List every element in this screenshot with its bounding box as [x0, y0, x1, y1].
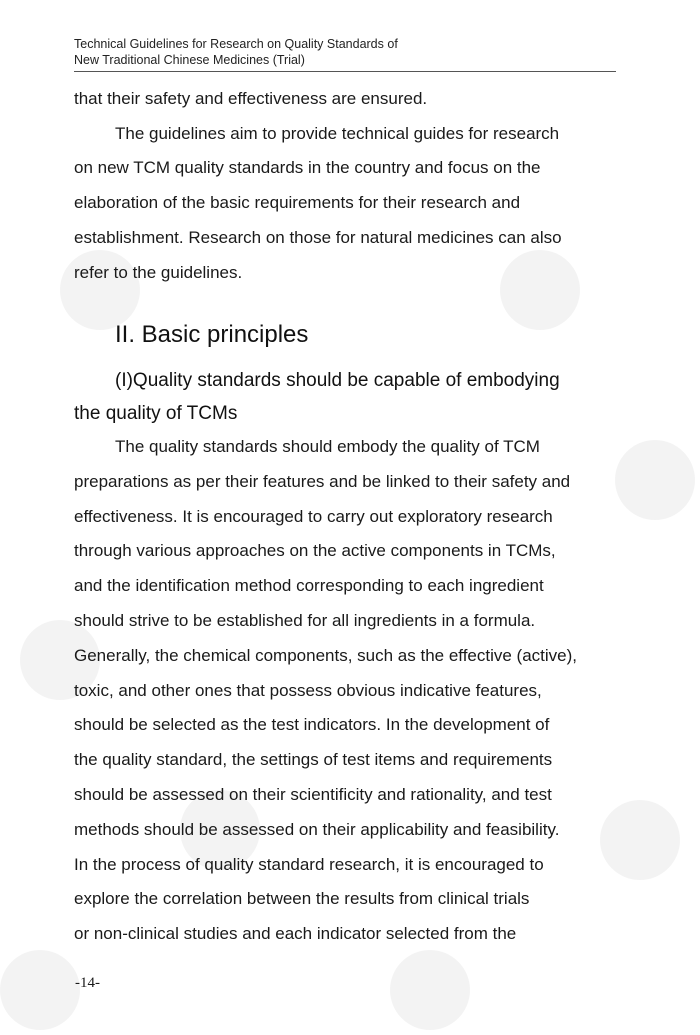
text-line: elaboration of the basic requirements for their research and [74, 193, 521, 213]
text-line: methods should be assessed on their applicability and feasibility. [74, 819, 560, 839]
watermark-seal [390, 950, 470, 1030]
text-line: Generally, the chemical components, such as the effective (active), [74, 645, 578, 665]
running-header-line1: Technical Guidelines for Research on Quality Standards of [74, 37, 398, 51]
text-line: should be selected as the test indicators. In the development of [74, 715, 550, 735]
text-line: that their safety and effectiveness are ensured. [74, 89, 428, 108]
watermark-seal [0, 950, 80, 1030]
text-line: and the identification method corresponding to each ingredient [74, 576, 544, 596]
text-line: should strive to be established for all ingredients in a formula. [74, 611, 536, 630]
page-number: -14- [75, 975, 100, 991]
text-line: explore the correlation between the results from clinical trials [74, 889, 530, 909]
watermark-seal [500, 250, 580, 330]
text-line: The quality standards should embody the quality of TCM [115, 437, 540, 456]
subsection-heading-line2: the quality of TCMs [74, 403, 238, 424]
text-line: establishment. Research on those for natural medicines can also [74, 227, 562, 247]
watermark-seal [615, 440, 695, 520]
text-line: the quality standard, the settings of test items and requirements [74, 750, 553, 770]
running-header-line2: New Traditional Chinese Medicines (Trial) [74, 53, 305, 67]
text-line: In the process of quality standard research, it is encouraged to [74, 854, 544, 874]
header-divider [74, 71, 616, 72]
watermark-seal [600, 800, 680, 880]
text-line: should be assessed on their scientificity and rationality, and test [74, 785, 552, 804]
text-line: through various approaches on the active components in TCMs, [74, 541, 556, 561]
subsection-heading-line1: (I)Quality standards should be capable of embodying [115, 370, 560, 391]
text-line: toxic, and other ones that possess obvious indicative features, [74, 680, 542, 700]
text-line: effectiveness. It is encouraged to carry out exploratory research [74, 506, 553, 526]
text-line: refer to the guidelines. [74, 262, 243, 282]
text-line: preparations as per their features and be linked to their safety and [74, 471, 571, 491]
text-line: The guidelines aim to provide technical guides for research [115, 123, 560, 143]
text-line: on new TCM quality standards in the country and focus on the [74, 158, 541, 178]
text-line: or non-clinical studies and each indicator selected from the [74, 924, 517, 944]
section-heading: II. Basic principles [115, 321, 309, 348]
